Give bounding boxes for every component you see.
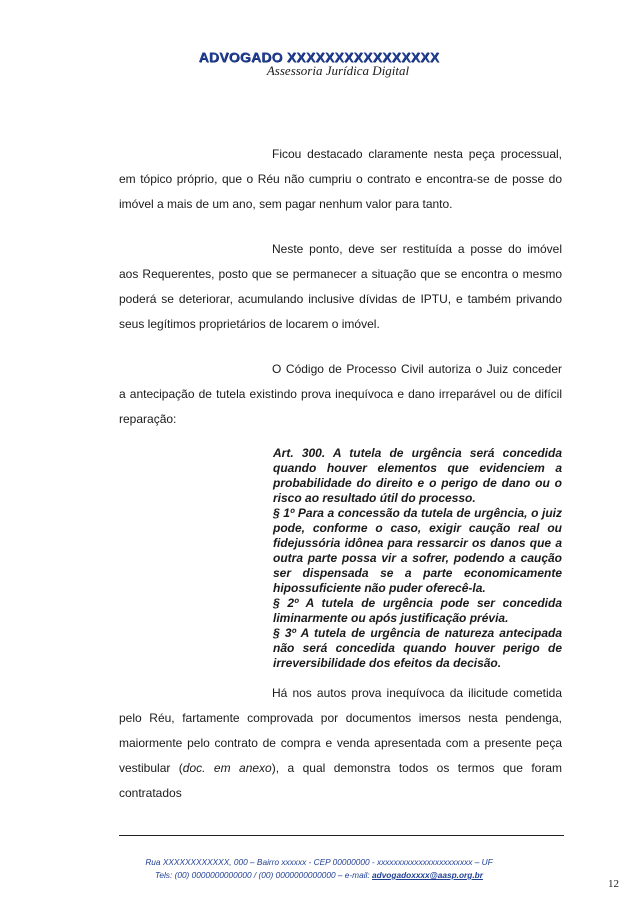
footer-phones: Tels: (00) 0000000000000 / (00) 0000000000000 – e-mail: [155,870,373,880]
paragraph-text: Há nos autos prova inequívoca da ilicitude cometida pelo Réu, fartamente comprovada por documentos imersos nesta pendenga, maiormente pelo contrato de compra e venda apresentada com a presente peça vestibular ( [119,686,562,775]
quote-article: Art. 300. A tutela de urgência será concedida quando houver elementos que evidenciem a probabilidade do direito e o perigo de dano ou o risco ao resultado útil do processo. [273,446,562,505]
quote-paragraph-2: § 2º A tutela de urgência pode ser concedida liminarmente ou após justificação prévia. [273,596,562,625]
letterhead-subtitle: Assessoria Jurídica Digital [266,63,410,78]
footer-email-link[interactable]: advogadoxxxx@aasp.org.br [372,870,483,880]
paragraph [119,357,562,432]
legal-quote [273,446,562,671]
letterhead-title: ADVOGADO XXXXXXXXXXXXXXXX [198,49,440,65]
footer [0,856,638,882]
quote-paragraph-3: § 3º A tutela de urgência de natureza antecipada não será concedida quando houver perigo de irreversibilidade dos efeitos da decisão. [273,626,562,670]
footer-address: Rua XXXXXXXXXXXX, 000 – Bairro xxxxxx - CEP 00000000 - xxxxxxxxxxxxxxxxxxxxxxx – UF [145,857,493,867]
paragraph-text: Neste ponto, deve ser restituída a posse do imóvel aos Requerentes, posto que se permanecer a situação que se encontra o mesmo poderá se deteriorar, acumulando inclusive dívidas de IPTU, e também privando seus legítimos proprietários de locarem o imóvel. [119,242,562,331]
paragraph [119,681,562,806]
footer-contact [0,869,638,882]
paragraph [119,237,562,337]
letterhead [0,50,638,78]
footer-divider [119,835,564,836]
paragraph [119,142,562,217]
page-number: 12 [608,878,619,890]
paragraph-italic: doc. em anexo [182,761,272,775]
quote-paragraph-1: § 1º Para a concessão da tutela de urgência, o juiz pode, conforme o caso, exigir caução real ou fidejussória idônea para ressarcir os danos que a outra parte possa vir a sofrer, podendo a caução ser dispensada se a parte economicamente hipossuficiente não puder oferecê-la. [273,506,562,595]
paragraph-text: ), a qual demonstra todos os termos que foram contratados [119,761,562,800]
paragraph-text: Ficou destacado claramente nesta peça processual, em tópico próprio, que o Réu não cumpriu o contrato e encontra-se de posse do imóvel a mais de um ano, sem pagar nenhum valor para tanto. [119,147,562,211]
paragraph-text: O Código de Processo Civil autoriza o Juiz conceder a antecipação de tutela existindo prova inequívoca e dano irreparável ou de difícil reparação: [119,362,562,426]
document-body [119,142,562,806]
